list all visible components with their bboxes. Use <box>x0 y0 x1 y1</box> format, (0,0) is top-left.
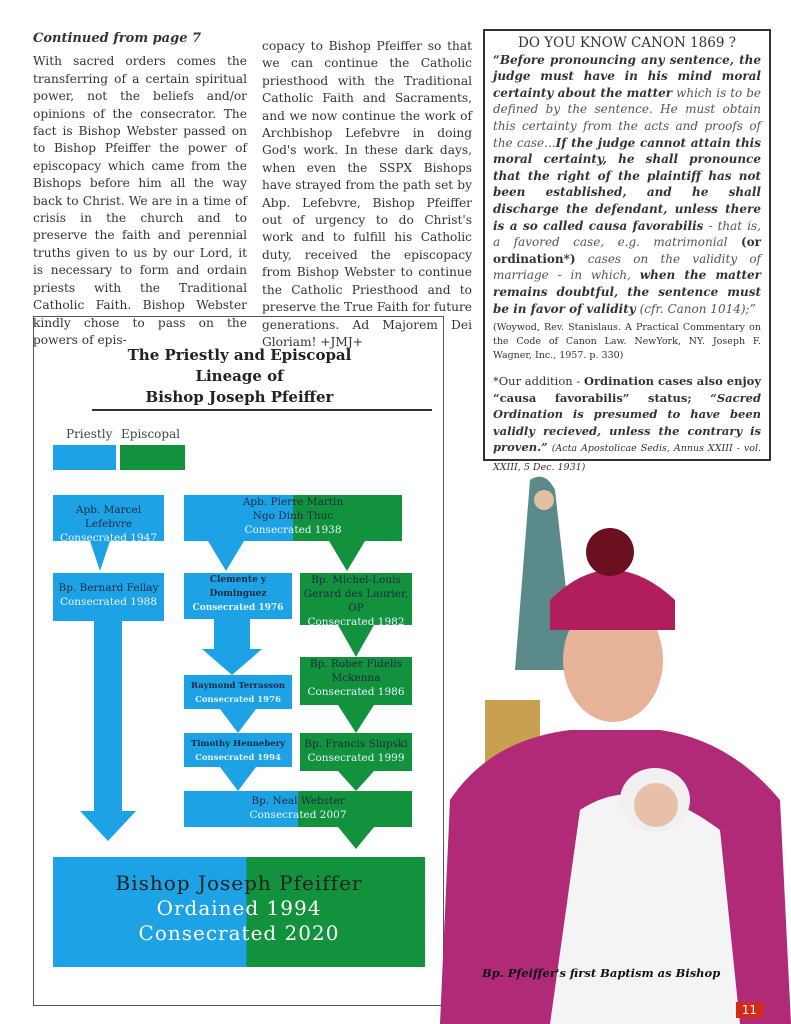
article-text: copacy to Bishop Pfeiffer so that we can continue the Catholic priesthood with the Traditional Catholic Faith and Sacraments, and we now continue the work of Archbishop Lefebvre in doing God's work. In these dark days, when even the SSPX Bishops have strayed from the path set by Abp. Lefebvre, Bishop Pfeiffer out of urgency to do Christ's work and to fulfill his Catholic duty, received the episcopacy from Bishop Webster to continue the Catholic Priesthood and to preserve the True Faith for future generations. Ad Majorem Dei Gloriam! +JMJ+ <box>262 39 472 349</box>
baptism-photo <box>430 470 791 1024</box>
node-mckenna: Bp. Rober Fidelis Mckenna Consecrated 1986 <box>300 657 412 705</box>
quote-part: If the judge cannot attain this moral certainty, he shall pronounce that the right of the plaintiff has not been established, and he shall discharge the defendant, unless there is a so called causa favorabilis <box>493 135 761 233</box>
arrow <box>208 541 244 571</box>
node-laurier: Bp. Michel-Louis Gerard des Laurier, OP Consecrated 1982 <box>300 573 412 625</box>
citation: (Woywod, Rev. Stanislaus. A Practical Commentary on the Code of Canon Law. NewYork, NY. Joseph F. Wagner, Inc., 1957. p. 330) <box>493 322 761 362</box>
addition-note <box>493 373 761 477</box>
arrow-shaft <box>94 621 122 811</box>
node-clemente: Clemente y Dominguez Consecrated 1976 <box>184 573 292 619</box>
lineage-diagram <box>33 316 444 1006</box>
note-part: (Acta Apostolicae Sedis, Annus XXIII - vol. XXIII, 5 Dec. 1931) <box>493 443 761 474</box>
final-consecrated: Consecrated 2020 <box>138 921 340 945</box>
legend-priestly-label: Priestly <box>66 427 113 441</box>
quote-part: which is to be defined by the sentence. He must obtain this certainty from the acts and proofs of the case... <box>493 85 761 150</box>
arrow <box>220 767 256 791</box>
final-ordained: Ordained 1994 <box>156 896 322 920</box>
quote-part: “Before pronouncing any sentence, the judge must have in his mind moral certainty about the matter <box>493 52 761 100</box>
final-name: Bishop Joseph Pfeiffer <box>115 871 363 895</box>
bishop-photo-illustration <box>430 470 791 1024</box>
arrow <box>329 541 365 571</box>
article-text: With sacred orders comes the transferring of a certain spiritual power, not the beliefs and/or opinions of the consecrator. The fact is Bishop Webster passed on to Bishop Pfeiffer the power of episcopacy which came from the Bishops before him all the way back to Christ. We are in a time of crisis in the church and to preserve the faith and perennial truths given to us by our Lord, it is necessary to form and ordain priests with the Traditional Catholic Faith. Bishop Webster kindly chose to pass on the powers of epis- <box>33 54 247 347</box>
sidebar-title: DO YOU KNOW CANON 1869 ? <box>518 35 736 51</box>
quote-part: (cfr. Canon 1014);” <box>635 301 756 316</box>
canon-quote <box>493 52 761 318</box>
node-terrasson: Raymond Terrasson Consecrated 1976 <box>184 675 292 709</box>
legend-episcopal-swatch <box>120 445 185 470</box>
note-part: *Our addition - <box>493 374 584 389</box>
article-column-1 <box>33 30 247 349</box>
node-webster: Bp. Neal Webster Consecrated 2007 <box>184 791 412 827</box>
node-slupski: Bp. Francis Slupski Consecrated 1999 <box>300 733 412 771</box>
quote-part: when the matter remains doubtful, the sentence must be in favor of validity <box>493 268 761 316</box>
arrow-shaft <box>214 619 250 649</box>
arrow <box>338 705 374 733</box>
legend-priestly-swatch <box>53 445 116 470</box>
arrow <box>338 827 374 849</box>
photo-caption: Bp. Pfeiffer's first Baptism as Bishop <box>482 966 721 980</box>
arrow <box>90 541 110 571</box>
canon-sidebar <box>483 29 771 474</box>
node-lefebvre: Apb. Marcel Lefebvre Consecrated 1947 <box>53 495 164 541</box>
note-part: “Sacred Ordination is presumed to have been validly recieved, unless the contrary is proven.” <box>493 390 762 455</box>
page-number: 11 <box>736 1002 763 1018</box>
continued-label: Continued from page 7 <box>33 31 202 46</box>
arrow <box>220 709 256 733</box>
legend-episcopal-label: Episcopal <box>121 427 181 441</box>
note-part: Ordination cases also enjoy “causa favorabilis” status; <box>493 374 761 405</box>
quote-part: - that is, a favored case, e.g. matrimonial <box>493 218 761 250</box>
article-column-2 <box>262 38 472 351</box>
divider <box>92 409 432 411</box>
node-pfeiffer <box>53 857 425 967</box>
quote-part: cases on the validity of marriage - in which, <box>493 251 761 283</box>
arrow <box>202 649 262 675</box>
arrow <box>338 771 374 791</box>
node-thuc: Apb. Pierre Martin Ngo Dinh Thuc Consecrated 1938 <box>184 495 402 541</box>
quote-part: (or ordination*) <box>493 235 761 266</box>
diagram-title: The Priestly and Episcopal Lineage of Bishop Joseph Pfeiffer <box>127 346 352 406</box>
arrow <box>338 625 374 657</box>
node-fellay: Bp. Bernard Fellay Consecrated 1988 <box>53 573 164 621</box>
node-hennebery: Timothy Hennebery Consecrated 1994 <box>184 733 292 767</box>
arrow <box>80 811 136 841</box>
